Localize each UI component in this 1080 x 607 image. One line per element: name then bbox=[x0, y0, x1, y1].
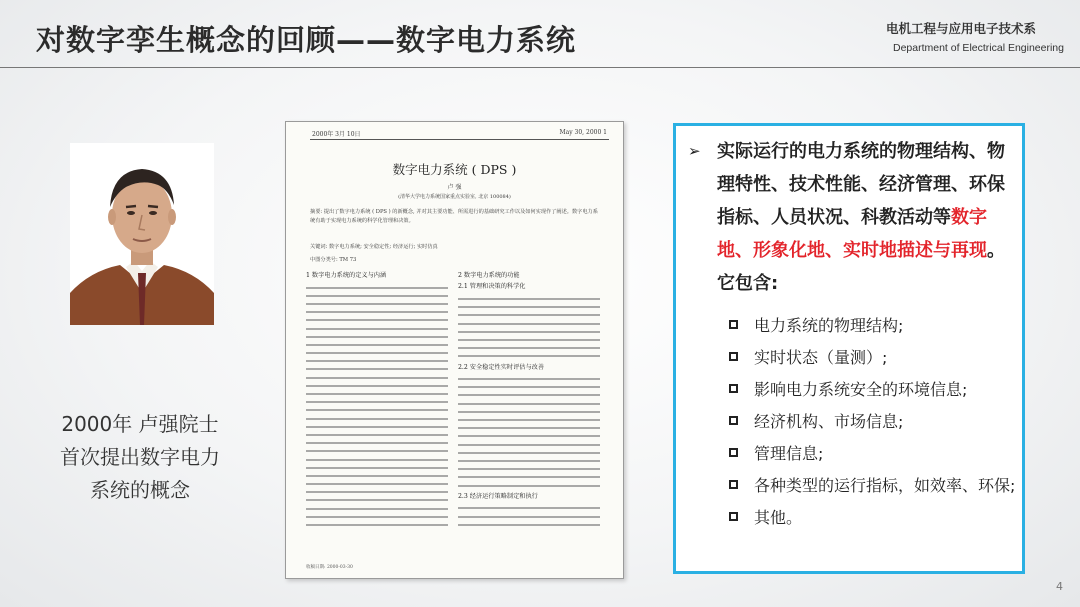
paper-running-head-right: May 30, 2000 1 bbox=[559, 129, 607, 136]
page-number: 4 bbox=[1056, 580, 1063, 593]
portrait-illustration bbox=[70, 143, 214, 325]
list-item: 经济机构、市场信息; bbox=[724, 407, 1019, 436]
paper-footer: 收稿日期: 2000-03-30 bbox=[306, 565, 353, 570]
list-item: 电力系统的物理结构; bbox=[724, 311, 1019, 340]
paper-running-head: 2000年 3月 10日 bbox=[312, 131, 361, 138]
list-item: 影响电力系统安全的环境信息; bbox=[724, 375, 1019, 404]
paper-abstract: 摘要: 提出了数字电力系统 ( DPS ) 的新概念, 并对其主要功能、所需进行的基础研究工作以及如何实现作了阐述。数字电力系统有助于实现电力系统的科学化管理和决策。 bbox=[310, 209, 598, 224]
portrait-photo bbox=[70, 143, 214, 325]
square-bullet-icon bbox=[729, 320, 738, 329]
paper-affiliation: (清华大学电力系统国家重点实验室, 北京 100084) bbox=[398, 194, 511, 200]
paper-section-heading: 2 数字电力系统的功能 bbox=[458, 272, 520, 279]
paper-column-left bbox=[306, 272, 448, 532]
paper-section-heading: 1 数字电力系统的定义与内涵 bbox=[306, 272, 387, 279]
item-list bbox=[724, 311, 1019, 535]
paper-page-image bbox=[285, 121, 624, 579]
paper-subsection-heading: 2.1 管理和决策的科学化 bbox=[458, 283, 526, 291]
paper-column-right bbox=[458, 272, 600, 532]
paper-classification: 中图分类号: TM 73 bbox=[310, 257, 357, 263]
lead-text: 实际运行的电力系统的物理结构、物理特性、技术性能、经济管理、环保指标、人员状况、科教活动等 bbox=[717, 141, 1005, 228]
square-bullet-icon bbox=[729, 416, 738, 425]
square-bullet-icon bbox=[729, 384, 738, 393]
list-item: 实时状态（量测）; bbox=[724, 343, 1019, 372]
square-bullet-icon bbox=[729, 448, 738, 457]
department-name-cn: 电机工程与应用电子技术系 bbox=[885, 21, 1036, 36]
square-bullet-icon bbox=[729, 480, 738, 489]
paper-subsection-heading: 2.2 安全稳定性实时评估与改善 bbox=[458, 363, 545, 371]
paper-subsection-heading: 2.3 经济运行策略制定和执行 bbox=[458, 492, 538, 500]
paper-author: 卢 强 bbox=[447, 184, 462, 191]
paper-header-rule bbox=[310, 139, 609, 140]
arrow-bullet-icon: ➢ bbox=[688, 142, 701, 160]
square-bullet-icon bbox=[729, 352, 738, 361]
department-name-en: Department of Electrical Engineering bbox=[892, 42, 1064, 54]
list-item: 管理信息; bbox=[724, 439, 1019, 468]
lead-tail-text: 。它包含: bbox=[717, 240, 1005, 294]
lead-highlight-text: 数字地、形象化地、实时地描述与再现 bbox=[717, 207, 987, 261]
slide-title: 对数字孪生概念的回顾——数字电力系统 bbox=[36, 23, 577, 57]
portrait-caption: 2000年 卢强院士首次提出数字电力系统的概念 bbox=[60, 412, 220, 502]
list-item: 各种类型的运行指标，如效率、环保; bbox=[724, 471, 1019, 500]
content-box bbox=[673, 123, 1025, 574]
lead-paragraph bbox=[688, 135, 1016, 300]
list-item: 其他。 bbox=[724, 503, 1019, 532]
header-divider bbox=[0, 67, 1080, 68]
paper-keywords: 关键词: 数字电力系统; 安全稳定性; 经济运行; 实时仿真 bbox=[310, 244, 438, 250]
paper-title: 数字电力系统 ( DPS ) bbox=[392, 162, 517, 177]
square-bullet-icon bbox=[729, 512, 738, 521]
